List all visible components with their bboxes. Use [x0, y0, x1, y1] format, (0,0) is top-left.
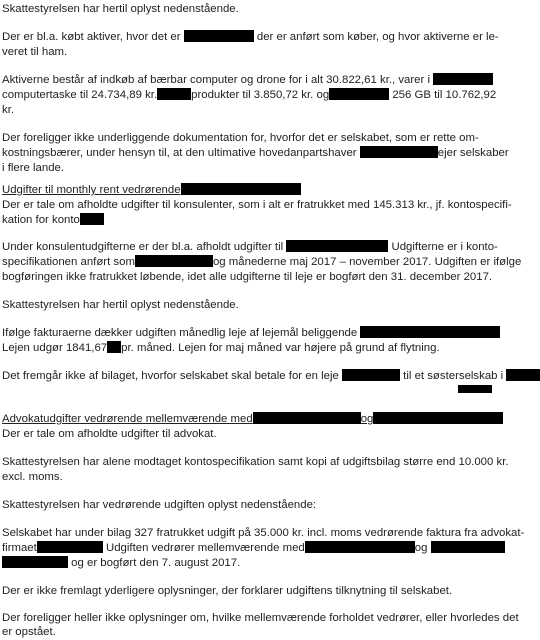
redaction-block	[181, 183, 301, 195]
text-segment: Lejen udgør 1841,67	[2, 342, 108, 354]
redaction-block	[506, 369, 540, 381]
text-line	[2, 270, 500, 285]
text-segment: i flere lande.	[2, 162, 65, 174]
text-segment: ejer selskaber	[437, 147, 509, 159]
text-segment: Der foreligger ikke underliggende dokumentation for, hvorfor det er selskabet, som er rette om-	[2, 132, 479, 144]
text-segment: Der er tale om afholdte udgifter til advokat.	[2, 428, 217, 440]
text-line	[2, 584, 500, 599]
text-segment: til et søsterselskab i	[403, 370, 504, 382]
text-segment: kostningsbærer, under hensyn til, at den ultimative hovedanpartshaver	[2, 147, 357, 159]
text-line	[2, 30, 500, 45]
text-segment: Udgifterne er i konto-	[391, 241, 498, 253]
text-segment: computertaske til 24.734,89 kr.	[2, 89, 158, 101]
redaction-block	[2, 556, 68, 568]
redaction-block	[360, 146, 438, 158]
text-segment: firmaet	[2, 542, 37, 554]
text-line	[2, 146, 509, 161]
text-segment: Under konsulentudgifterne er der bl.a. afholdt udgifter til	[2, 241, 284, 253]
redaction-block	[373, 412, 503, 424]
text-line	[2, 45, 500, 60]
text-segment: excl. moms.	[2, 471, 63, 483]
text-segment: Der er tale om afholdte udgifter til konsulenter, som i alt er fratrukket med 145.313 kr., jf. kontospecifi-	[2, 199, 512, 211]
heading-text: Udgifter til monthly rent vedrørende	[2, 184, 181, 196]
text-line	[2, 213, 500, 228]
text-line	[2, 455, 509, 470]
text-segment: veret til ham.	[2, 46, 68, 58]
text-line	[2, 541, 500, 556]
text-segment: Udgiften vedrører mellemværende med	[105, 542, 305, 554]
redaction-block	[107, 341, 121, 353]
text-line	[2, 526, 525, 541]
redaction-block	[342, 369, 400, 381]
paragraph-text: Skattestyrelsen har vedrørende udgiften oplyst nedenstående:	[2, 499, 317, 511]
heading-text: Advokatudgifter vedrørende mellemværende med	[2, 413, 253, 425]
text-line	[2, 326, 500, 341]
paragraph-text: Der er ikke fremlagt yderligere oplysninger, der forklarer udgiftens tilknytning til selskabet.	[2, 585, 453, 597]
redaction-block	[157, 88, 191, 100]
redaction-block	[360, 326, 500, 338]
text-line	[2, 103, 500, 118]
text-segment: er opstået.	[2, 626, 56, 638]
redaction-block	[37, 541, 103, 553]
text-segment: pr. måned. Lejen for maj måned var højere på grund af flytning.	[121, 342, 440, 354]
text-line	[2, 427, 500, 442]
text-segment: kation for konto	[2, 214, 80, 226]
text-segment: og	[414, 542, 428, 554]
heading-text: og	[360, 413, 374, 425]
paragraph-text: Skattestyrelsen har hertil oplyst nedenstående.	[2, 3, 239, 15]
text-segment: bogføringen ikke fratrukket løbende, idet alle udgifterne til leje er bogført den 31. december 2017.	[2, 271, 493, 283]
text-segment: produkter til 3.850,72 kr. og	[191, 89, 330, 101]
text-segment: og månederne maj 2017 – november 2017. Udgiften er ifølge	[212, 256, 522, 268]
text-segment: kr.	[2, 104, 15, 116]
text-line	[2, 161, 500, 176]
redaction-block	[80, 213, 104, 225]
section-heading	[2, 183, 500, 198]
text-segment: Selskabet har under bilag 327 fratrukket udgift på 35.000 kr. incl. moms vedrørende faktura fra advokat-	[2, 527, 525, 539]
text-segment: Aktiverne består af indkøb af bærbar computer og drone for i alt 30.822,61 kr., varer i	[2, 74, 430, 86]
redaction-block	[305, 541, 415, 553]
text-segment: Ifølge fakturaerne dækker udgiften månedlig leje af lejemål beliggende	[2, 327, 358, 339]
redaction-block	[135, 255, 213, 267]
text-line	[2, 2, 500, 17]
redaction-block	[433, 73, 493, 85]
text-line	[2, 198, 512, 213]
text-line	[2, 341, 500, 356]
redaction-block	[253, 412, 361, 424]
text-segment: 256 GB til 10.762,92	[392, 89, 497, 101]
text-segment: Skattestyrelsen har alene modtaget kontospecifikation samt kopi af udgiftsbilag større end 10.000 kr.	[2, 456, 509, 468]
text-line	[2, 369, 504, 384]
text-line	[2, 240, 500, 255]
text-line	[2, 298, 500, 313]
paragraph-text: Skattestyrelsen har hertil oplyst nedenstående.	[2, 299, 239, 311]
redaction-block	[458, 385, 492, 393]
text-line	[2, 470, 500, 485]
text-segment: specifikationen anført som	[2, 256, 135, 268]
text-line	[2, 625, 500, 640]
text-segment: Der foreligger heller ikke oplysninger om, hvilke mellemværende forholdet vedrører, eller hvorledes det	[2, 612, 519, 624]
redaction-block	[286, 240, 388, 252]
text-line	[2, 255, 522, 270]
text-line	[2, 556, 500, 571]
text-segment: der er anført som køber, og hvor aktiverne er le-	[256, 31, 499, 43]
text-line	[2, 498, 500, 513]
redaction-block	[329, 88, 389, 100]
text-segment: og er bogført den 7. august 2017.	[71, 557, 241, 569]
redaction-block	[184, 30, 254, 42]
section-heading	[2, 412, 500, 427]
text-line	[2, 611, 519, 626]
text-line	[2, 73, 500, 88]
text-line	[2, 131, 500, 146]
text-line	[2, 88, 500, 103]
redaction-block	[431, 541, 505, 553]
text-segment: Der er bl.a. købt aktiver, hvor det er	[2, 31, 181, 43]
text-segment: Det fremgår ikke af bilaget, hvorfor selskabet skal betale for en leje	[2, 370, 339, 382]
